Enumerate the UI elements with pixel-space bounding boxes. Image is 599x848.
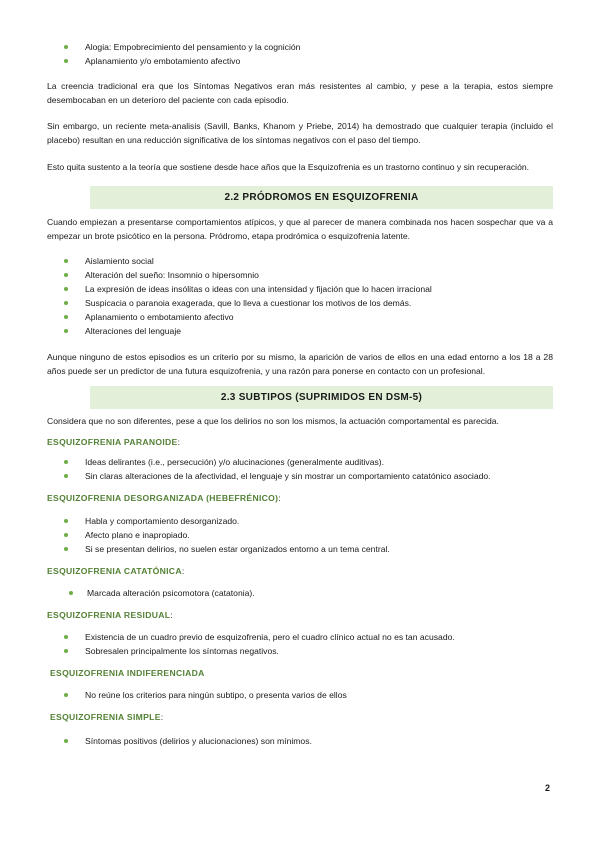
list-item: Ideas delirantes (i.e., persecución) y/o alucinaciones (generalmente auditivas). [47, 455, 553, 469]
list-item: Alteraciones del lenguaje [47, 324, 553, 338]
indiferenciada-bullet-list [47, 688, 553, 702]
list-item: Alteración del sueño: Insomnio o hipersomnio [47, 268, 553, 282]
paragraph: Considera que no son diferentes, pese a que los delirios no son los mismos, la actuación comportamental es parecida. [47, 416, 499, 426]
list-item: Sobresalen principalmente los síntomas negativos. [47, 644, 553, 658]
heading-colon: : [160, 712, 164, 722]
list-item: Suspicacia o paranoia exagerada, que lo lleva a cuestionar los motivos de los demás. [47, 296, 553, 310]
list-item: Habla y comportamiento desorganizado. [47, 514, 553, 528]
subtype-heading-residual [47, 608, 553, 622]
catatonica-bullet-list [47, 586, 553, 600]
subtype-heading-paranoide [47, 435, 553, 449]
heading-colon: : [278, 493, 281, 503]
prodromos-bullet-list [47, 254, 553, 338]
paragraph: Aunque ninguno de estos episodios es un criterio por su mismo, la aparición de varios de ellos en una edad entorno a los 18 a 28 años puede ser un predictor de una futura esquizofrenia, y una razón para ponerse en contacto con un profesional. [47, 352, 553, 376]
paragraph: Esto quita sustento a la teoría que sostiene desde hace años que la Esquizofrenia es un trastorno continuo y sin recuperación. [47, 162, 530, 172]
subtype-heading-text: ESQUIZOFRENIA PARANOIDE [47, 437, 178, 447]
section-heading-prodromos: 2.2 PRÓDROMOS EN ESQUIZOFRENIA [90, 186, 553, 209]
list-item: No reúne los criterios para ningún subtipo, o presenta varios de ellos [47, 688, 553, 702]
paragraph: Cuando empiezan a presentarse comportamientos atípicos, y que al parecer de manera combinada nos hacen sospechar que va a empezar un brote psicótico en la persona. Pródromo, etapa prodrómica o esquizofrenia latente. [47, 217, 553, 241]
list-item: Existencia de un cuadro previo de esquizofrenia, pero el cuadro clínico actual no es tan acusado. [47, 630, 553, 644]
heading-colon: : [170, 610, 173, 620]
list-item: Sin claras alteraciones de la afectividad, el lenguaje y sin mostrar un comportamiento catatónico asociado. [47, 469, 553, 483]
paragraph: Sin embargo, un reciente meta-analisis (Savill, Banks, Khanom y Priebe, 2014) ha demostrado que cualquier terapia (incluido el placebo) resultan en una reducción significativa de los síntomas negativos con el paso del tiempo. [47, 121, 553, 145]
heading-colon: : [181, 566, 185, 576]
page-number: 2 [545, 783, 551, 793]
list-item: Aplanamiento y/o embotamiento afectivo [47, 54, 553, 68]
subtype-heading-simple [50, 710, 553, 724]
section-heading-subtipos: 2.3 SUBTIPOS (SUPRIMIDOS EN DSM-5) [90, 386, 553, 409]
subtype-heading-text: ESQUIZOFRENIA CATATÓNICA [47, 566, 182, 576]
list-item: Aplanamiento o embotamiento afectivo [47, 310, 553, 324]
list-item: Marcada alteración psicomotora (catatonia). [47, 586, 553, 600]
subtype-heading-text: ESQUIZOFRENIA RESIDUAL [47, 610, 171, 620]
list-item: La expresión de ideas insólitas o ideas con una intensidad y fijación que lo hacen irracional [47, 282, 553, 296]
desorganizada-bullet-list [47, 514, 553, 556]
list-item: Si se presentan delirios, no suelen estar organizados entorno a un tema central. [47, 542, 553, 556]
subtype-heading-desorganizada [47, 491, 553, 505]
heading-colon: : [177, 437, 181, 447]
page-content [47, 40, 553, 748]
subtype-heading-catatonica [47, 564, 553, 578]
subtype-heading-indiferenciada [50, 666, 553, 680]
list-item: Alogia: Empobrecimiento del pensamiento y la cognición [47, 40, 553, 54]
subtype-heading-text: ESQUIZOFRENIA INDIFERENCIADA [50, 668, 205, 678]
paranoide-bullet-list [47, 455, 553, 483]
subtype-heading-text: ESQUIZOFRENIA DESORGANIZADA (HEBEFRÉNICO) [47, 493, 279, 503]
list-item: Aislamiento social [47, 254, 553, 268]
list-item: Síntomas positivos (delirios y alucionaciones) son mínimos. [47, 734, 553, 748]
residual-bullet-list [47, 630, 553, 658]
subtype-heading-text: ESQUIZOFRENIA SIMPLE [50, 712, 161, 722]
list-item: Afecto plano e inapropiado. [47, 528, 553, 542]
intro-bullet-list [47, 40, 553, 68]
simple-bullet-list [47, 734, 553, 748]
paragraph: La creencia tradicional era que los Síntomas Negativos eran más resistentes al cambio, y pese a la terapia, estos siempre desembocaban en un deterioro del paciente con cada episodio. [47, 81, 553, 105]
